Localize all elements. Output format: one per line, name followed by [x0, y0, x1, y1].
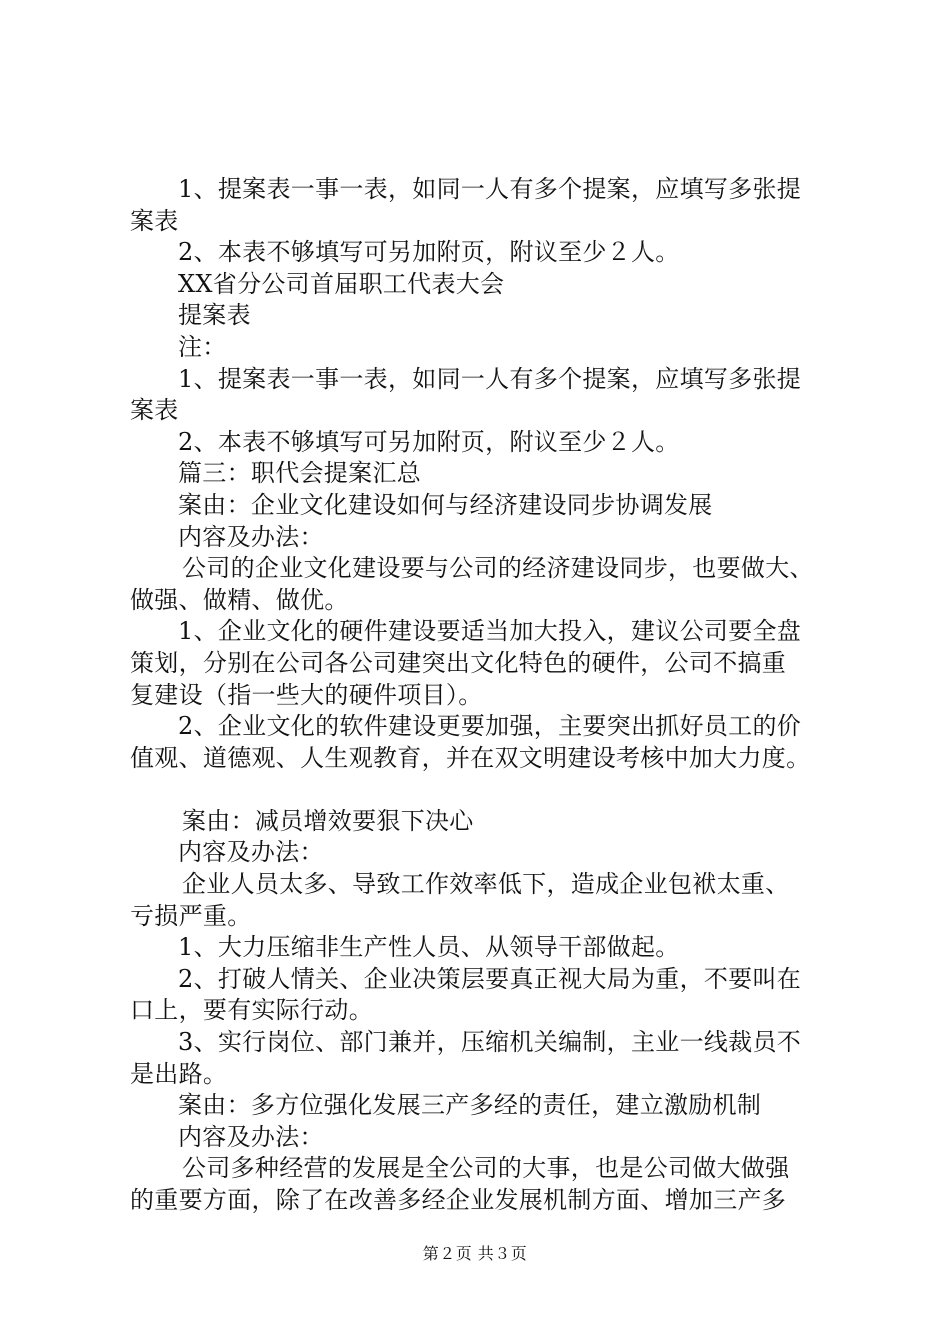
text-line: 内容及办法：: [178, 522, 324, 551]
text-line: 1、企业文化的硬件建设要适当加大投入，建议公司要全盘: [178, 617, 802, 646]
page-number-footer: 第２页 共３页: [422, 1244, 528, 1263]
text-line: 的重要方面，除了在改善多经企业发展机制方面、增加三产多: [130, 1186, 787, 1214]
text-line: XX省分公司首届职工代表大会: [178, 269, 505, 298]
text-line: 2、本表不够填写可另加附页，附议至少２人。: [178, 238, 680, 267]
text-line: 内容及办法：: [178, 838, 324, 867]
text-line: 1、提案表一事一表，如同一人有多个提案，应填写多张提: [178, 175, 802, 203]
section-heading: 篇三：职代会提案汇总: [178, 459, 421, 488]
text-line: 3、实行岗位、部门兼并，压缩机关编制，主业一线裁员不: [178, 1028, 802, 1057]
text-line: 做强、做精、做优。: [130, 585, 349, 614]
text-line: 内容及办法：: [178, 1122, 324, 1151]
case-subject: 案由：企业文化建设如何与经济建设同步协调发展: [178, 490, 713, 519]
text-line: 2、打破人情关、企业决策层要真正视大局为重，不要叫在: [178, 964, 802, 993]
text-line: 复建设（指一些大的硬件项目）。: [130, 680, 483, 709]
text-line: 案表: [130, 396, 179, 425]
text-line: 公司多种经营的发展是全公司的大事，也是公司做大做强: [182, 1154, 790, 1183]
text-line: 注：: [178, 332, 227, 361]
document-body: [130, 174, 842, 1217]
text-line: 是出路。: [130, 1059, 228, 1088]
text-line: 2、企业文化的软件建设更要加强，主要突出抓好员工的价: [178, 712, 802, 741]
text-line: 亏损严重。: [130, 901, 252, 930]
case-subject: 案由：减员增效要狠下决心: [182, 806, 474, 835]
text-line: 口上，要有实际行动。: [130, 996, 373, 1025]
paragraph-gap: [130, 774, 842, 806]
text-line: 公司的企业文化建设要与公司的经济建设同步，也要做大、: [182, 554, 814, 583]
text-line: 企业人员太多、导致工作效率低下，造成企业包袱太重、: [182, 870, 790, 899]
text-line: 值观、道德观、人生观教育，并在双文明建设考核中加大力度。: [130, 743, 811, 772]
text-line: 2、本表不够填写可另加附页，附议至少２人。: [178, 427, 680, 456]
text-line: 案表: [130, 206, 179, 235]
case-subject: 案由：多方位强化发展三产多经的责任，建立激励机制: [178, 1091, 762, 1120]
text-line: 1、提案表一事一表，如同一人有多个提案，应填写多张提: [178, 364, 802, 393]
text-line: 提案表: [178, 301, 251, 330]
text-line: 策划，分别在公司各公司建突出文化特色的硬件，公司不搞重: [130, 648, 787, 677]
text-line: 1、大力压缩非生产性人员、从领导干部做起。: [178, 933, 680, 962]
